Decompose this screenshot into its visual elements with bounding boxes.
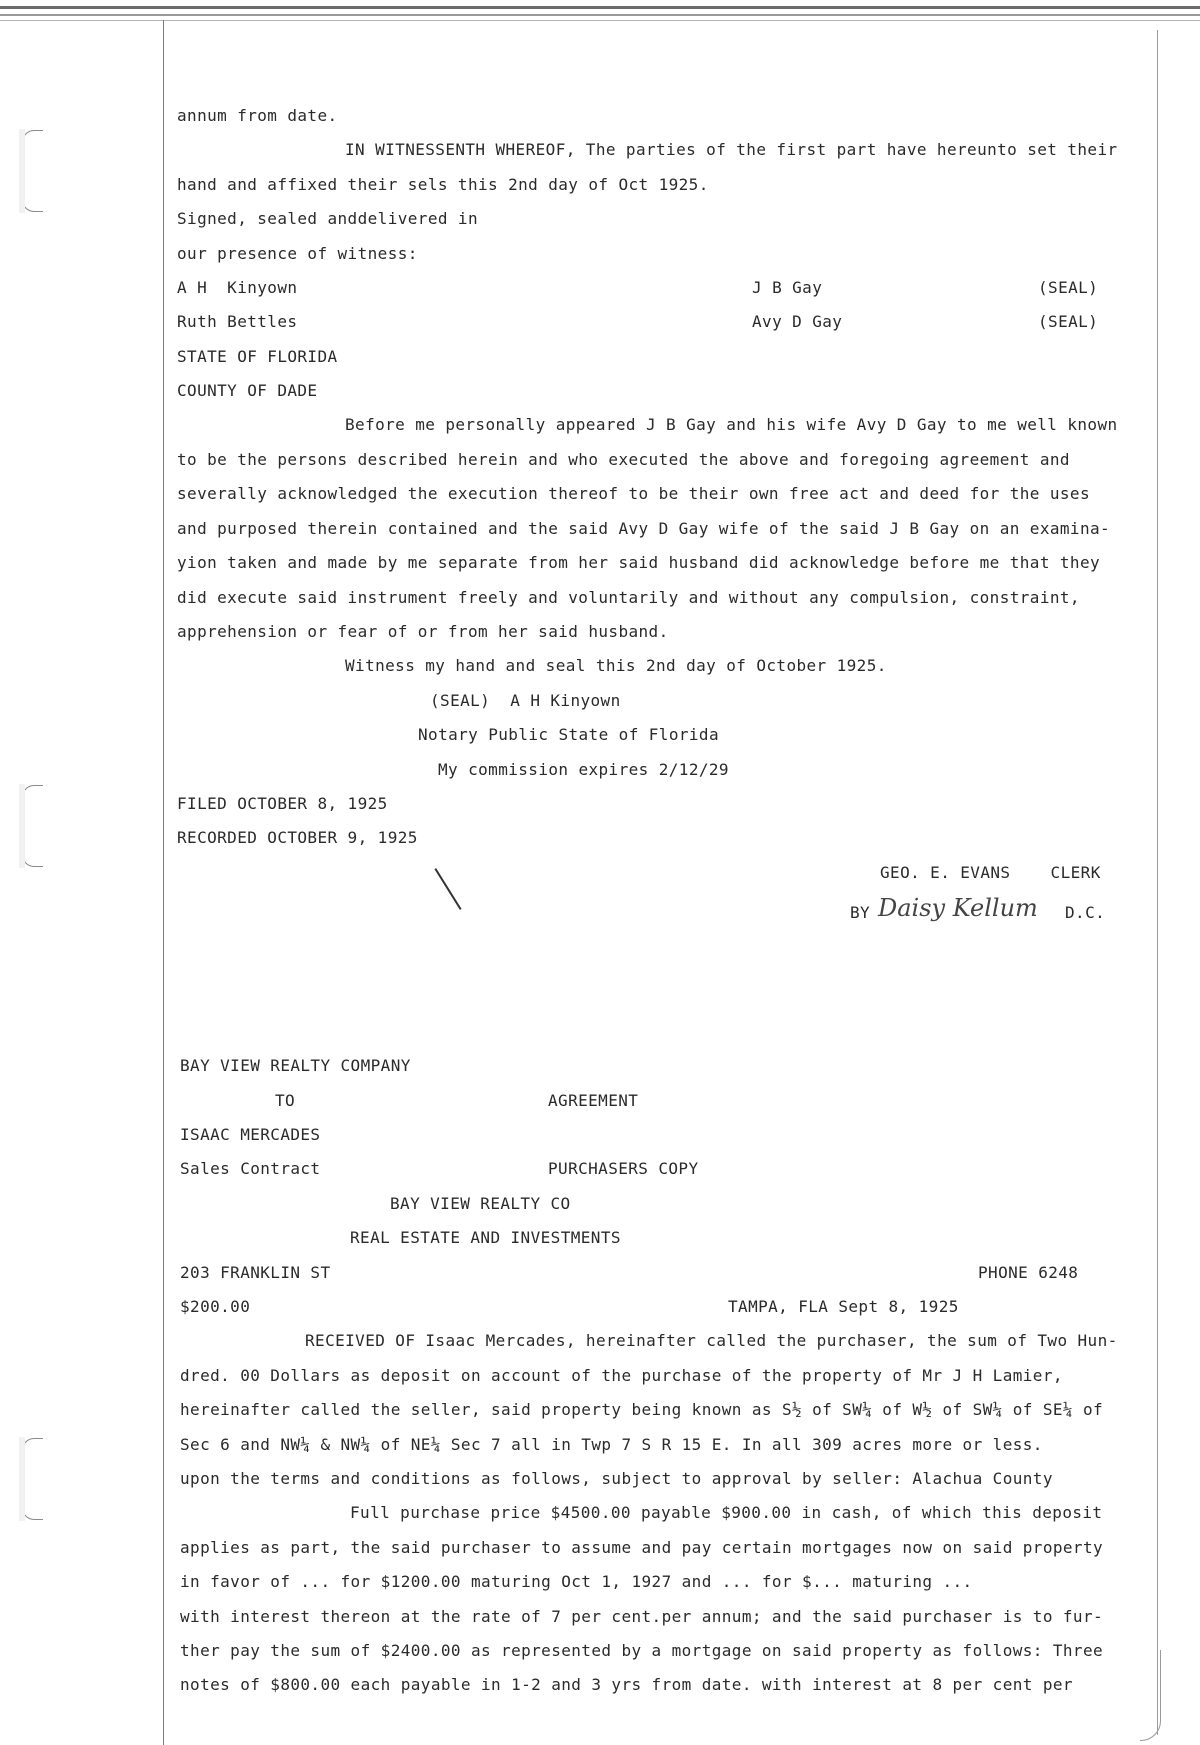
text-line-l50: with interest thereon at the rate of 7 per cent.per annum; and the said purchaser is to fur- (180, 1607, 1104, 1626)
text-line-l48: applies as part, the said purchaser to assume and pay certain mortgages now on said property (180, 1538, 1104, 1557)
top-rule (0, 14, 1200, 16)
text-line-l27: GEO. E. EVANS CLERK (880, 863, 1101, 882)
binder-hole (22, 1438, 43, 1520)
text-line-l21: Witness my hand and seal this 2nd day of October 1925. (345, 656, 887, 675)
pen-mark (434, 868, 461, 910)
text-line-l14: Before me personally appeared J B Gay and his wife Avy D Gay to me well known (345, 415, 1118, 434)
text-line-l19: did execute said instrument freely and voluntarily and without any compulsion, constraint, (177, 588, 1080, 607)
text-line-l07: J B Gay (752, 278, 823, 297)
binder-hole (22, 785, 43, 867)
text-line-l01: annum from date. (177, 106, 338, 125)
text-line-l22: (SEAL) A H Kinyown (430, 691, 621, 710)
text-line-l31: TO (275, 1091, 296, 1110)
text-line-l24: My commission expires 2/12/29 (438, 760, 729, 779)
text-line-l30: BAY VIEW REALTY COMPANY (180, 1056, 411, 1075)
text-line-l05: our presence of witness: (177, 244, 418, 263)
binder-hole (22, 130, 43, 212)
text-line-l46: upon the terms and conditions as follows, subject to approval by seller: Alachua County (180, 1469, 1053, 1488)
text-line-l37: REAL ESTATE AND INVESTMENTS (350, 1228, 621, 1247)
text-line-l15: to be the persons described herein and who executed the above and foregoing agreement and (177, 450, 1070, 469)
text-line-l36: BAY VIEW REALTY CO (390, 1194, 571, 1213)
text-line-l34: Sales Contract (180, 1159, 321, 1178)
text-line-l25: FILED OCTOBER 8, 1925 (177, 794, 388, 813)
text-line-l40: $200.00 (180, 1297, 251, 1316)
text-line-l16: severally acknowledged the execution thereof to be their own free act and deed for the uses (177, 484, 1090, 503)
text-line-l04: Signed, sealed anddelivered in (177, 209, 478, 228)
clerk-signature: Daisy Kellum (878, 894, 1038, 922)
text-line-l09: Ruth Bettles (177, 312, 298, 331)
text-line-l52: notes of $800.00 each payable in 1-2 and 3 yrs from date. with interest at 8 per cent per (180, 1675, 1073, 1694)
text-line-l29: D.C. (1065, 903, 1106, 922)
margin-rule (163, 20, 164, 1745)
text-line-l33: ISAAC MERCADES (180, 1125, 321, 1144)
text-line-l11: (SEAL) (1038, 312, 1099, 331)
text-line-l17: and purposed therein contained and the said Avy D Gay wife of the said J B Gay on an examina- (177, 519, 1111, 538)
text-line-l39: PHONE 6248 (978, 1263, 1079, 1282)
right-edge-rule (1157, 30, 1158, 1735)
text-line-l38: 203 FRANKLIN ST (180, 1263, 331, 1282)
text-line-l03: hand and affixed their sels this 2nd day of Oct 1925. (177, 175, 709, 194)
text-line-l02: IN WITNESSENTH WHEREOF, The parties of the first part have hereunto set their (345, 140, 1118, 159)
text-line-l51: ther pay the sum of $2400.00 as represented by a mortgage on said property as follows: Three (180, 1641, 1104, 1660)
top-rule (0, 6, 1200, 9)
text-line-l41: TAMPA, FLA Sept 8, 1925 (728, 1297, 959, 1316)
text-line-l20: apprehension or fear of or from her said husband. (177, 622, 669, 641)
text-line-l44: hereinafter called the seller, said property being known as S½ of SW¼ of W½ of SW¼ of SE¼ of (180, 1400, 1104, 1419)
text-line-l13: COUNTY OF DADE (177, 381, 318, 400)
text-line-l42: RECEIVED OF Isaac Mercades, hereinafter called the purchaser, the sum of Two Hun- (305, 1331, 1118, 1350)
text-line-l12: STATE OF FLORIDA (177, 347, 338, 366)
text-line-l32: AGREEMENT (548, 1091, 639, 1110)
text-line-l18: yion taken and made by me separate from her said husband did acknowledge before me that they (177, 553, 1101, 572)
text-line-l45: Sec 6 and NW¼ & NW¼ of NE¼ Sec 7 all in Twp 7 S R 15 E. In all 309 acres more or less. (180, 1435, 1043, 1454)
text-line-l23: Notary Public State of Florida (418, 725, 719, 744)
text-line-l10: Avy D Gay (752, 312, 843, 331)
text-line-l26: RECORDED OCTOBER 9, 1925 (177, 828, 418, 847)
text-line-l49: in favor of ... for $1200.00 maturing Oct 1, 1927 and ... for $... maturing ... (180, 1572, 973, 1591)
text-line-l28: BY (850, 903, 871, 922)
text-line-l35: PURCHASERS COPY (548, 1159, 699, 1178)
text-line-l06: A H Kinyown (177, 278, 298, 297)
top-rule (0, 20, 1200, 21)
text-line-l08: (SEAL) (1038, 278, 1099, 297)
page-corner-curl (1140, 1650, 1161, 1741)
text-line-l43: dred. 00 Dollars as deposit on account of the purchase of the property of Mr J H Lamier, (180, 1366, 1063, 1385)
text-line-l47: Full purchase price $4500.00 payable $900.00 in cash, of which this deposit (350, 1503, 1103, 1522)
